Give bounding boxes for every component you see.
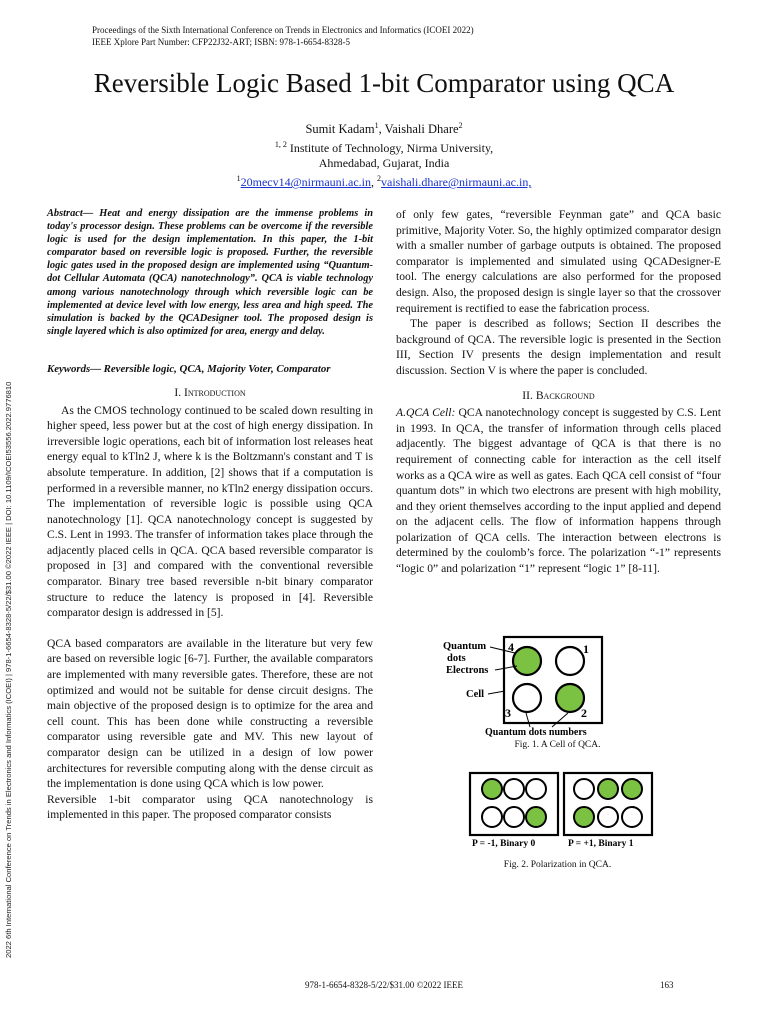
intro-paragraph-1: As the CMOS technology continued to be scaled down resulting in higher speed, less power but at the cost of high energy dissipation. In irreversible logic operations, each bit of information lost releases heat energy equal to kTln2 J, where k is the Boltzmann's constant and T is absolute temperature. In addition, [2] shows that if a computation is performed in a reversible manner, no kTln2 energy dissipation occurs. The implementation of reversible logic is possible using QCA nanotechnology [1]. QCA nanotechnology concept is suggested by C.S. Lent in 1993. The transfer of information takes place through the adjacently placed cells in QCA. QCA based reversible comparator is proposed in [3] and compared with the conventional reversible comparator. Binary tree based reversible n-bit binary comparator structure to reduce the latency is proposed in [4]. Reversible comparator design is addressed in [5].: [47, 403, 373, 620]
doi-sidebar: 2022 6th International Conference on Trends in Electronics and Informatics (ICOEI) | 978-1-6654-8328-5/22/$31.00 ©2022 IEEE | DOI: 10.1109/ICOEI53556.2022.9776810: [4, 381, 13, 958]
header-line-1: Proceedings of the Sixth International Conference on Trends in Electronics and Informatics (ICOEI 2022): [92, 25, 474, 35]
left-mid-dot-top: [504, 779, 524, 799]
header-line-2: IEEE Xplore Part Number: CFP22J32-ART; ISBN: 978-1-6654-8328-5: [92, 37, 350, 47]
right-mid-dot-top: [598, 779, 618, 799]
right-cell-a-dot-bl: [574, 807, 594, 827]
right-column: [396, 207, 721, 577]
paper-title: Reversible Logic Based 1-bit Comparator using QCA: [93, 68, 675, 98]
affiliation-sup: 1, 2: [274, 140, 287, 150]
author-1: Sumit Kadam: [305, 122, 375, 137]
arrow-numbers-right: [552, 713, 568, 727]
dot-number-1: 1: [583, 642, 589, 656]
arrow-cell: [488, 691, 505, 694]
subsection-heading: A.QCA Cell:: [396, 406, 456, 420]
arrow-numbers-left: [526, 713, 530, 727]
section-2-heading: [396, 388, 721, 404]
email-1-link[interactable]: 20mecv14@nirmauni.ac.in: [240, 175, 371, 190]
author-2: Vaishali Dhare: [384, 122, 459, 137]
left-cell-a-dot-bl: [482, 807, 502, 827]
background-text: QCA nanotechnology concept is suggested by C.S. Lent in 1993. In QCA, the transfer of information through cells placed adjacently. The biggest advantage of QCA is that there is no requirement of connecting cable for interaction as the cell itself works as a QCA wire as well as gates. Each QCA cell consist of “four quantum dots” in which two electrons are present with high mobility, and they orient themselves according to the input applied and depend on the adjacent cells. The flow of information happens through polarization of QCA cells. The interaction between electrons is determined by the coulomb’s force. The polarization “-1” represents “logic 0” and polarization “1” represent “logic 1” [8-11].: [396, 406, 721, 576]
left-cell-b-dot-br: [526, 807, 546, 827]
email-2-sup: 2: [377, 174, 381, 184]
author-1-sup: 1: [374, 121, 379, 130]
keywords: Keywords— Reversible logic, QCA, Majority Voter, Comparator: [47, 362, 331, 375]
right-paragraph-1: of only few gates, “reversible Feynman gate” and QCA basic primitive, Majority Voter. So, the highly optimized comparator design with a smaller number of garbage outputs is obtained. The proposed comparator is implemented and simulated using QCADesigner-E tool. The energy calculations are also performed for the proposed design. Also, the proposed design is single layer so that the crossover requirement is rectified to ease the fabrication process.: [396, 208, 721, 315]
section-2-title: Background: [535, 388, 595, 402]
right-mid-dot-bottom: [598, 807, 618, 827]
conference-header: [92, 24, 474, 48]
empty-dot-1: [556, 647, 584, 675]
section-1-title: Introduction: [184, 385, 246, 399]
intro-paragraph-2: QCA based comparators are available in the literature but very few are based on reversible logic [6-7]. Further, the available comparators are implemented with many reversible gates. Therefore, these are not optimized and would not be suitable for dense circuit designs. The main objective of the proposed design is to optimize for the area and cell count. This has been done while constructing a reversible comparator using reversible gate and MV. This new layout of comparator design can be utilized in a design of low power architectures for reversible computing along with the dense circuit as the implementation is done using QCA which is low power.: [47, 636, 373, 791]
abstract: Abstract— Heat and energy dissipation are the immense problems in today's processor design. These problems can be overcome if the reversible logic is used for the design implementation. In this paper, the 1-bit comparator based on reversible logic is proposed. Further, the reversible logic gates used in the proposed design are implemented using “Quantum-dot Cellular Automata (QCA) nanotechnology”. QCA is viable technology among various nanotechnology through which reversible logic can be implemented at device level with low energy, less area and high speed. The simulation is backed by the QCADesigner tool. The proposed design is single layered which is also optimized for area, energy and delay.: [47, 208, 373, 337]
figure-1-caption: Fig. 1. A Cell of QCA.: [514, 740, 601, 750]
intro-paragraph-3: Reversible 1-bit comparator using QCA nanotechnology is implemented in this paper. The proposed comparator consists: [47, 792, 373, 822]
label-quantum: Quantum: [443, 641, 487, 652]
affiliation-line-1: [0, 137, 768, 156]
background-paragraph: [396, 405, 721, 577]
author-names: Sumit Kadam$^1$, Vaishali Dhare$^2$: [305, 121, 463, 137]
left-cell-b-dot-tr: [526, 779, 546, 799]
email-2-link[interactable]: vaishali.dhare@nirmauni.ac.in,: [381, 175, 532, 190]
email-1-sup: 1: [236, 174, 241, 184]
affiliation-line-2: Ahmedabad, Gujarat, India: [318, 156, 450, 171]
dot-number-4: 4: [508, 640, 514, 654]
figure-2-caption: Fig. 2. Polarization in QCA.: [503, 860, 612, 870]
label-dots: dots: [447, 653, 466, 664]
section-1-heading: [47, 385, 373, 401]
affiliation-1: Institute of Technology, Nirma University,: [289, 141, 494, 156]
section-1-number: I.: [174, 385, 182, 399]
label-dot-numbers: Quantum dots numbers: [485, 727, 587, 738]
empty-dot-3: [513, 684, 541, 712]
dot-number-2: 2: [581, 706, 587, 720]
figure-2-polarization: [468, 771, 654, 849]
label-cell: Cell: [466, 689, 485, 700]
label-electrons: Electrons: [446, 665, 489, 676]
polarization-right-label: P = +1, Binary 1: [568, 839, 634, 849]
left-cell-a-dot-tl: [482, 779, 502, 799]
section-2-number: II.: [522, 388, 533, 402]
email-line: $^1$20mecv14@nirmauni.ac.in, $^2$vaishali.dhare@nirmauni.ac.in,: [236, 174, 532, 190]
left-mid-dot-bottom: [504, 807, 524, 827]
page-footer: 978-1-6654-8328-5/22/$31.00 ©2022 IEEE: [304, 980, 464, 990]
right-cell-a-dot-tl: [574, 779, 594, 799]
figure-1-qca-cell: [430, 633, 630, 739]
electron-dot-2: [556, 684, 584, 712]
right-cell-b-dot-br: [622, 807, 642, 827]
electron-dot-4: [513, 647, 541, 675]
dot-number-3: 3: [505, 706, 511, 720]
polarization-left-label: P = -1, Binary 0: [472, 839, 536, 849]
author-2-sup: 2: [458, 121, 463, 130]
left-column: [47, 207, 373, 823]
right-paragraph-2: The paper is described as follows; Section II describes the background of QCA. The reversible logic is presented in the Section III, Section IV presents the design implementation and result discussion. Section V is where the paper is concluded.: [396, 317, 721, 377]
page-number: 163: [660, 980, 674, 990]
author-block: [0, 118, 768, 190]
right-cell-b-dot-tr: [622, 779, 642, 799]
